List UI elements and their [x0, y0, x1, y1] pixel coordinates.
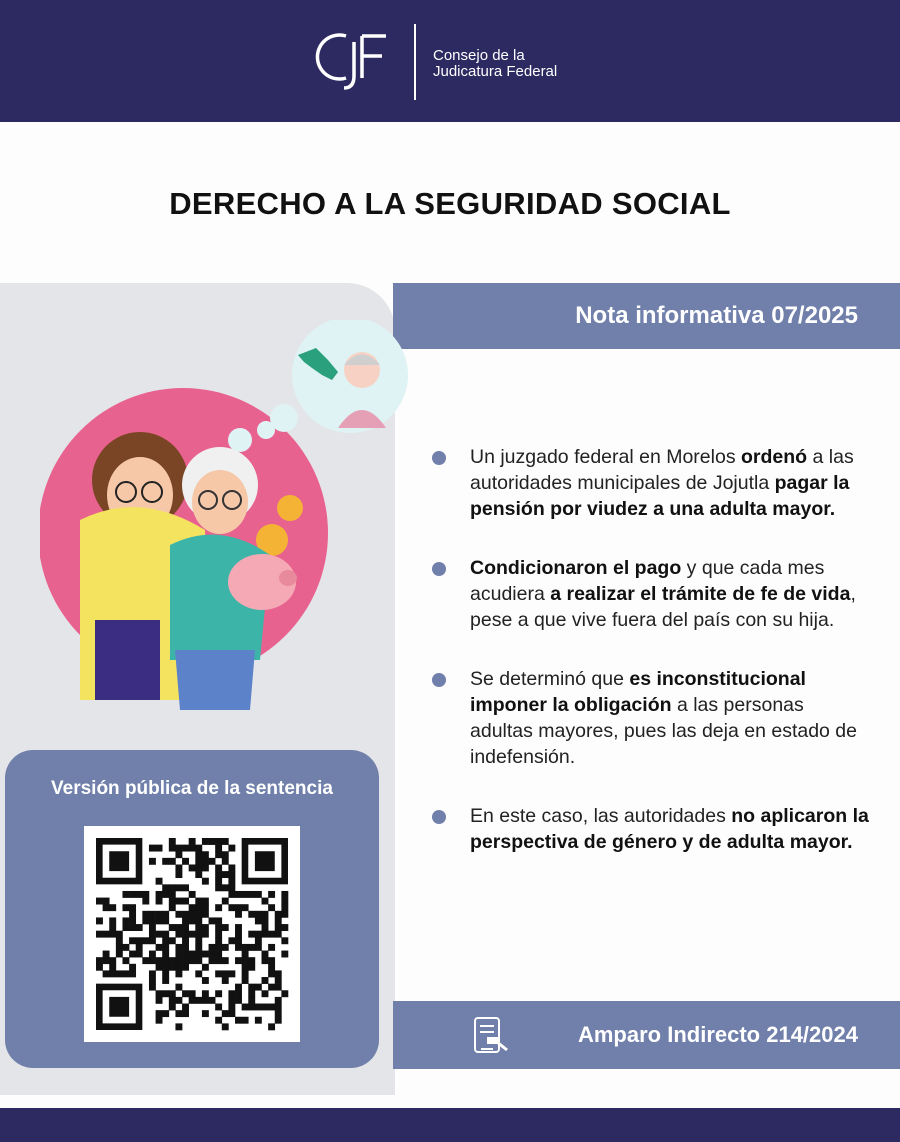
bullet-item: [432, 803, 872, 855]
bullet-dot-icon: [432, 673, 446, 687]
cjf-logo-icon: [310, 24, 402, 94]
bullet-text: y que cada mes acudiera: [470, 557, 825, 605]
qr-code-graphic: [84, 826, 300, 1042]
org-line-1: Consejo de la: [433, 47, 525, 64]
bullet-text-bold: pagar la pensión por viudez a una adulta mayor.: [470, 472, 850, 520]
nota-label: Nota informativa 07/2025: [575, 302, 858, 329]
bullet-dot-icon: [432, 451, 446, 465]
page-title: DERECHO A LA SEGURIDAD SOCIAL: [169, 186, 731, 221]
bullet-list: [432, 444, 872, 888]
bullet-text: , pese a que vive fuera del país con su hija.: [470, 583, 856, 631]
amparo-label: Amparo Indirecto 214/2024: [577, 1022, 858, 1047]
bullet-dot-icon: [432, 562, 446, 576]
organization-name: [433, 48, 557, 80]
bullet-text: En este caso, las autoridades: [470, 805, 732, 827]
bullet-text-bold: es inconstitucional imponer la obligación: [470, 668, 806, 716]
nota-bar: [393, 283, 900, 349]
footer-bar: [0, 1108, 900, 1142]
bullet-text-bold: no aplicaron la perspectiva de género y de adulta mayor.: [470, 805, 869, 853]
amparo-bar: [393, 1001, 900, 1069]
bullet-item: [432, 666, 872, 770]
bullet-text: a las autoridades municipales de Jojutla: [470, 446, 854, 494]
qr-code-icon[interactable]: [84, 826, 300, 1042]
qr-card: [5, 750, 379, 1068]
bullet-item: [432, 444, 872, 522]
bullet-item: [432, 555, 872, 633]
header-bar: [0, 0, 900, 122]
logo-divider: [414, 24, 416, 100]
org-line-2: Judicatura Federal: [433, 63, 558, 80]
bullet-text-bold: a realizar el trámite de fe de vida: [550, 583, 851, 605]
family-illustration: [40, 320, 420, 715]
bullet-dot-icon: [432, 810, 446, 824]
bullet-text: Se determinó que: [470, 668, 630, 690]
bullet-text-bold: ordenó: [741, 446, 808, 468]
bullet-text: a las personas adultas mayores, pues las deja en estado de indefensión.: [470, 694, 858, 768]
bullet-text: Un juzgado federal en Morelos: [470, 446, 741, 468]
qr-title: Versión pública de la sentencia: [51, 778, 333, 799]
bullet-text-bold: Condicionaron el pago: [470, 557, 682, 579]
document-gavel-icon: [471, 1015, 511, 1057]
